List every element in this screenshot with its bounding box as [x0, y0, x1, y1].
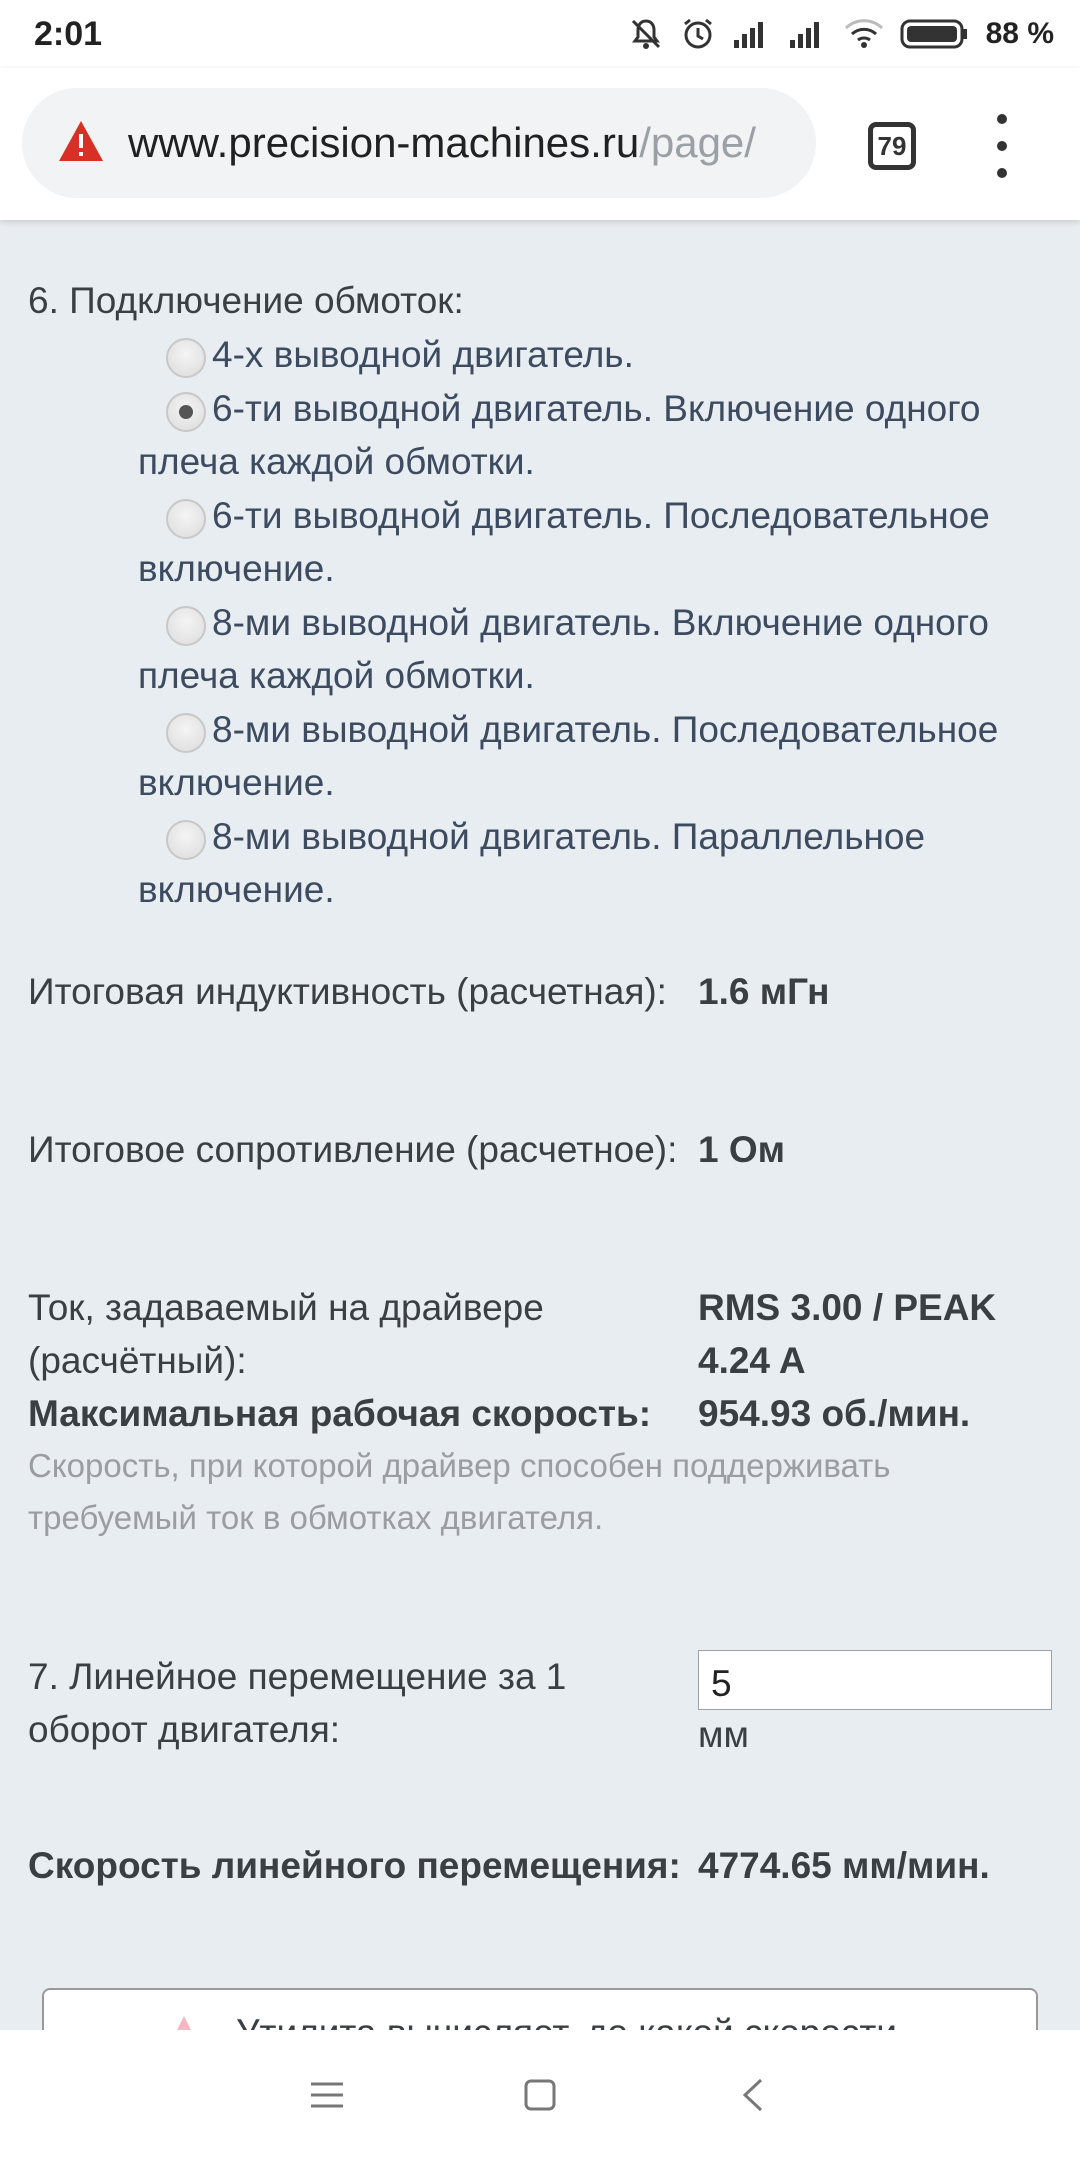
- linear-travel-input[interactable]: 5: [698, 1650, 1052, 1710]
- max-speed-note: Скорость, при которой драйвер способен поддерживать требуемый ток в обмотках двигателя.: [28, 1447, 891, 1536]
- option-6-wire-half[interactable]: [138, 382, 1052, 489]
- warning-icon[interactable]: [56, 118, 106, 169]
- option-4-wire[interactable]: [152, 328, 1052, 382]
- max-speed-label: Максимальная рабочая скорость:: [28, 1393, 652, 1434]
- radio-button-checked[interactable]: [166, 392, 206, 432]
- inductance-value: 1.6 мГн: [698, 971, 830, 1012]
- signal-icon-2: [788, 18, 828, 50]
- section7-row: [28, 1650, 1058, 1770]
- option-8-wire-half[interactable]: [138, 596, 1052, 703]
- menu-icon[interactable]: [287, 2055, 367, 2135]
- inductance-label: Итоговая индуктивность (расчетная):: [28, 971, 667, 1012]
- browser-toolbar: [0, 68, 1080, 220]
- status-bar: [0, 0, 1080, 68]
- resistance-value: 1 Ом: [698, 1129, 786, 1170]
- option-label: 6-ти выводной двигатель. Последовательное включение.: [138, 494, 990, 589]
- battery-icon: [900, 18, 970, 50]
- current-label: Ток, задаваемый на драйвере (расчётный):: [28, 1287, 544, 1381]
- linear-speed-row: [28, 1839, 1058, 1949]
- page-content: [0, 220, 1080, 2030]
- tab-switcher-button[interactable]: [868, 122, 916, 170]
- option-label: 8-ми выводной двигатель. Включение одного плеча каждой обмотки.: [138, 601, 989, 696]
- radio-button[interactable]: [166, 820, 206, 860]
- resistance-row: [28, 1123, 1058, 1233]
- option-8-wire-series[interactable]: [138, 703, 1052, 810]
- url-text[interactable]: [128, 119, 756, 167]
- option-label: 6-ти выводной двигатель. Включение одного плеча каждой обмотки.: [138, 387, 981, 482]
- url-path: /page/: [639, 119, 756, 166]
- section7-label: 7. Линейное перемещение за 1 оборот двигателя:: [28, 1656, 567, 1750]
- signal-icon: [732, 18, 772, 50]
- max-speed-value: 954.93 об./мин.: [698, 1393, 971, 1434]
- option-8-wire-parallel[interactable]: [138, 810, 1052, 917]
- max-speed-row: [28, 1387, 1058, 1443]
- option-label: 8-ми выводной двигатель. Параллельное включение.: [138, 815, 926, 910]
- radio-button[interactable]: [166, 338, 206, 378]
- radio-button[interactable]: [166, 713, 206, 753]
- option-label: 4-х выводной двигатель.: [212, 334, 634, 375]
- status-time: 2:01: [34, 14, 103, 53]
- alarm-icon: [680, 16, 716, 52]
- home-icon[interactable]: [500, 2055, 580, 2135]
- tab-count: 79: [877, 130, 907, 161]
- current-row: [28, 1281, 1058, 1391]
- radio-button[interactable]: [166, 606, 206, 646]
- url-bar[interactable]: [22, 88, 816, 198]
- section6-title: 6. Подключение обмоток:: [28, 280, 464, 321]
- system-nav-bar: [0, 2030, 1080, 2160]
- wifi-icon: [844, 18, 884, 50]
- linear-speed-value: 4774.65 мм/мин.: [698, 1845, 990, 1886]
- back-icon[interactable]: [713, 2055, 793, 2135]
- radio-button[interactable]: [166, 499, 206, 539]
- resistance-label: Итоговое сопротивление (расчетное):: [28, 1129, 678, 1170]
- option-label: 8-ми выводной двигатель. Последовательное включение.: [138, 708, 999, 803]
- current-value: RMS 3.00 / PEAK 4.24 A: [698, 1287, 997, 1381]
- battery-percent: 88 %: [985, 17, 1054, 50]
- more-menu-icon[interactable]: [990, 114, 1014, 178]
- winding-options: [138, 328, 1052, 917]
- linear-travel-unit: мм: [698, 1714, 749, 1755]
- url-domain: www.precision-machines.ru: [128, 119, 640, 166]
- inductance-row: [28, 965, 1058, 1075]
- option-6-wire-series[interactable]: [138, 489, 1052, 596]
- mute-icon: [628, 16, 664, 52]
- linear-speed-label: Скорость линейного перемещения:: [28, 1845, 681, 1886]
